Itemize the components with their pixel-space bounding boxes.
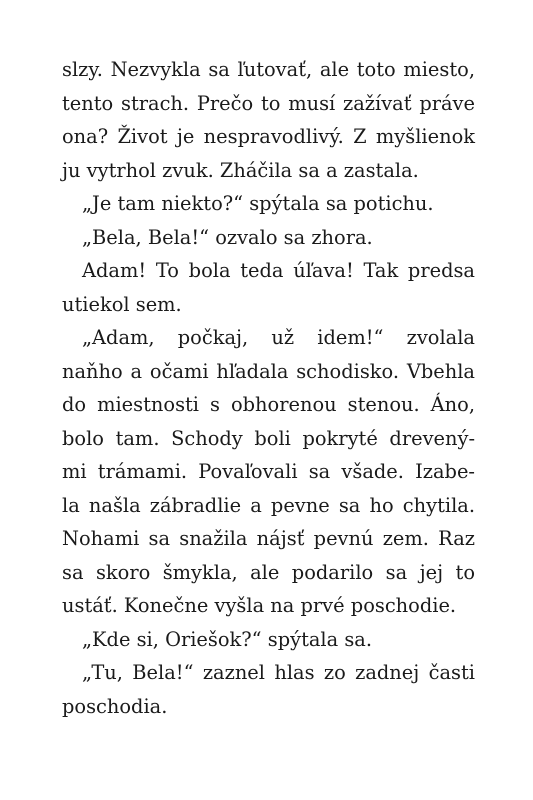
text-line: poschodia.	[62, 694, 168, 718]
text-line: slzy. Nezvykla sa ľutovať, ale toto miesto,	[62, 58, 475, 81]
text-line: Nohami sa snažila nájsť pevnú zem. Raz	[62, 527, 475, 550]
paragraph	[62, 623, 475, 657]
paragraph	[62, 656, 475, 723]
text-line: ustáť. Konečne vyšla na prvé poschodie.	[62, 594, 457, 617]
text-line: „Je tam niekto?“ spýtala sa potichu.	[82, 192, 434, 215]
text-line: Adam! To bola teda úľava! Tak predsa	[82, 259, 475, 282]
text-line: „Adam, počkaj, už idem!“ zvolala	[82, 326, 475, 349]
text-line: mi trámami. Povaľovali sa všade. Izabe-	[62, 460, 475, 483]
text-line: „Bela, Bela!“ ozvalo sa zhora.	[82, 225, 373, 249]
text-line: „Tu, Bela!“ zaznel hlas zo zadnej časti	[82, 661, 475, 684]
text-line: „Kde si, Oriešok?“ spýtala sa.	[82, 627, 373, 651]
text-line: la našla zábradlie a pevne sa ho chytila.	[62, 493, 475, 517]
text-line: ona? Život je nespravodlivý. Z myšlienok	[62, 125, 475, 148]
text-line: do miestnosti s obhorenou stenou. Áno,	[62, 393, 475, 416]
paragraph	[62, 321, 475, 623]
paragraph	[62, 221, 475, 255]
text-line: ju vytrhol zvuk. Zháčila sa a zastala.	[62, 158, 419, 182]
text-line: utiekol sem.	[62, 292, 182, 316]
text-line: tento strach. Prečo to musí zažívať práve	[62, 91, 475, 115]
paragraph	[62, 254, 475, 321]
text-line: bolo tam. Schody boli pokryté drevený-	[62, 426, 475, 450]
paragraph	[62, 187, 475, 221]
text-line: naňho a očami hľadala schodisko. Vbehla	[62, 359, 475, 383]
book-page-text	[62, 53, 475, 723]
text-line: sa skoro šmykla, ale podarilo sa jej to	[62, 560, 475, 584]
paragraph	[62, 53, 475, 187]
